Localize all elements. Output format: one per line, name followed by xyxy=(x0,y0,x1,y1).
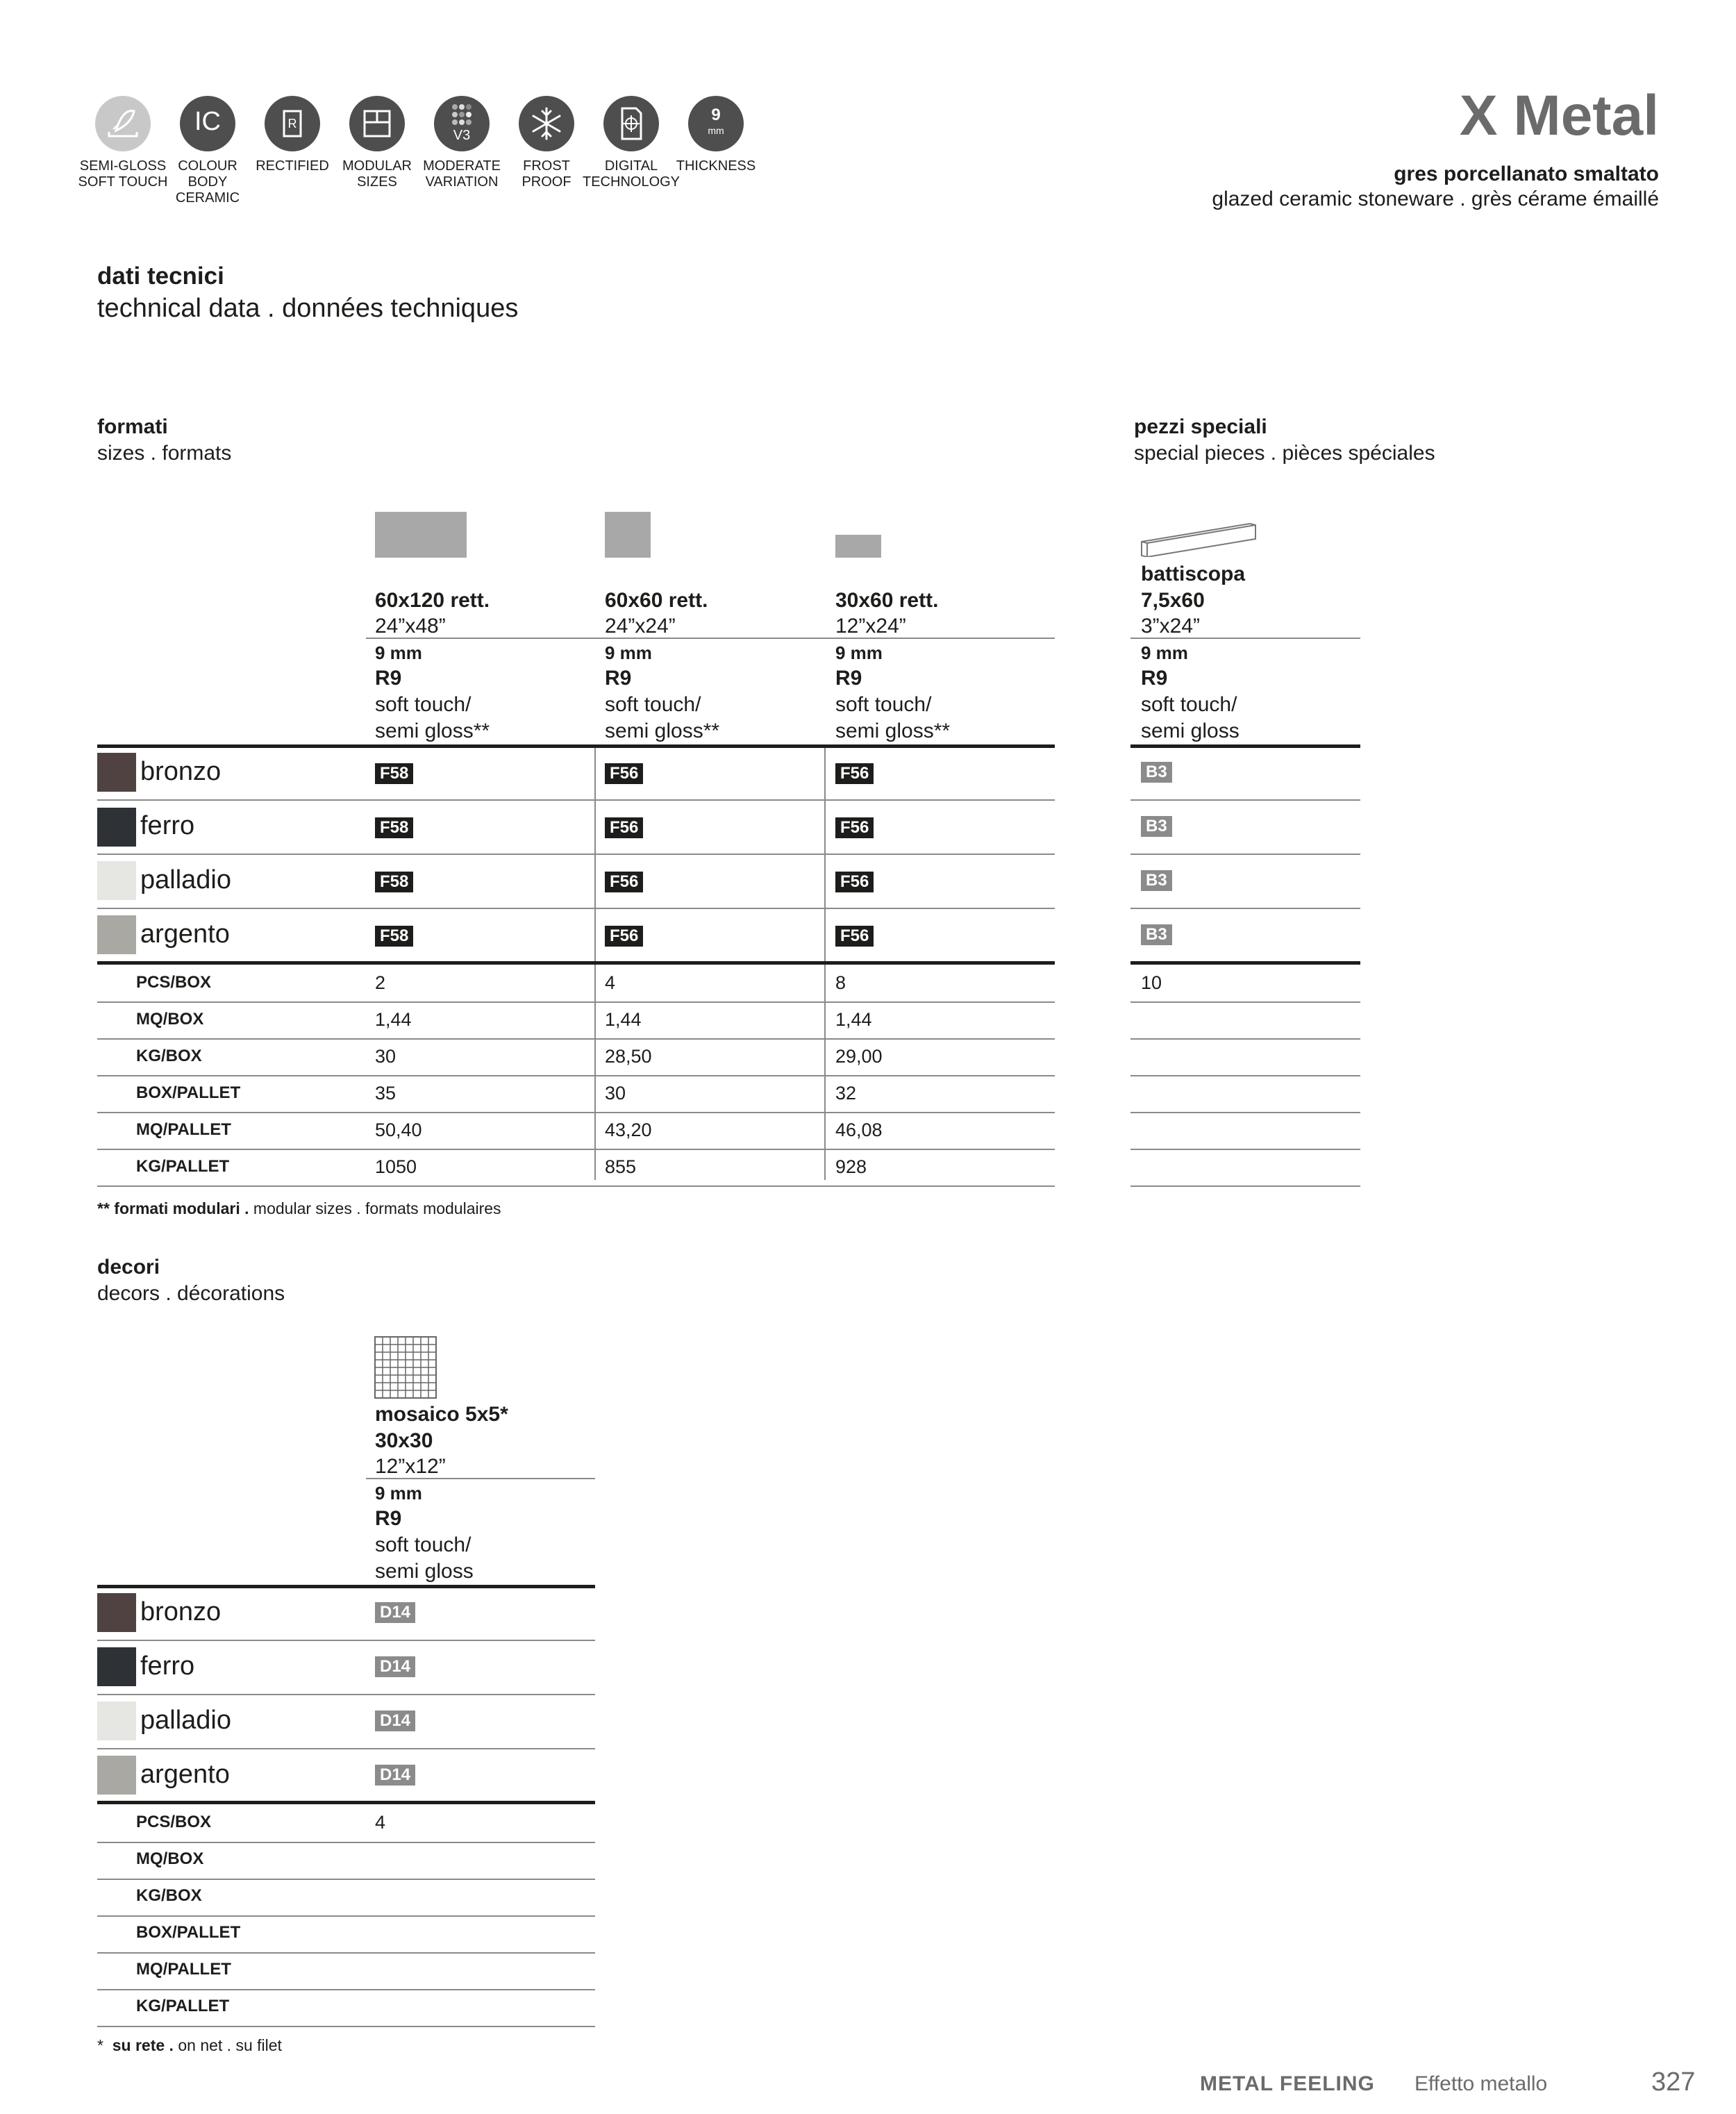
feature-semi-gloss xyxy=(74,96,172,190)
code-badge: F58 xyxy=(375,926,413,947)
feature-label: FROST PROOF xyxy=(521,158,571,190)
feature-colour-body xyxy=(159,96,256,206)
semi-gloss-icon xyxy=(95,96,151,151)
frost-proof-icon xyxy=(519,96,574,151)
code-badge: F58 xyxy=(375,817,413,838)
decors-subtitle: decors . décorations xyxy=(97,1282,285,1305)
feature-label: COLOUR BODY CERAMIC xyxy=(175,158,240,206)
feature-modular-sizes xyxy=(328,96,426,190)
rectified-icon xyxy=(265,96,320,151)
formats-title: formati xyxy=(97,415,168,438)
swatch-bronzo xyxy=(97,1593,136,1632)
svg-text:R: R xyxy=(287,117,297,131)
code-badge: D14 xyxy=(375,1602,415,1623)
code-badge: F56 xyxy=(605,763,643,784)
feature-moderate-variation xyxy=(413,96,510,190)
code-badge: F56 xyxy=(605,926,643,947)
digital-technology-icon xyxy=(603,96,659,151)
feature-label: THICKNESS xyxy=(676,158,756,174)
page-number: 327 xyxy=(1651,2067,1696,2097)
feature-label: DIGITAL TECHNOLOGY xyxy=(583,158,681,190)
code-badge: B3 xyxy=(1141,816,1172,837)
code-badge: F56 xyxy=(835,763,874,784)
subtitle-italian: gres porcellanato smaltato xyxy=(1394,163,1659,185)
swatch-argento xyxy=(97,915,136,954)
size-preview-60x120 xyxy=(375,512,467,558)
formats-subtitle: sizes . formats xyxy=(97,442,232,465)
format-column-60x60: 60x60 rett. 24”x24” xyxy=(605,589,708,638)
swatch-argento xyxy=(97,1756,136,1795)
moderate-variation-icon: V3 xyxy=(434,96,490,151)
code-badge: D14 xyxy=(375,1711,415,1731)
feature-thickness xyxy=(667,96,765,174)
swatch-ferro xyxy=(97,1647,136,1686)
modular-sizes-icon xyxy=(349,96,405,151)
decors-title: decori xyxy=(97,1256,160,1279)
special-piece-column: battiscopa 7,5x60 3”x24” xyxy=(1141,563,1246,638)
code-badge: D14 xyxy=(375,1765,415,1786)
feature-digital-technology xyxy=(583,96,680,190)
footer-category: METAL FEELING xyxy=(1200,2072,1375,2095)
code-badge: F56 xyxy=(835,817,874,838)
section-title: dati tecnici xyxy=(97,263,224,290)
code-badge: D14 xyxy=(375,1656,415,1677)
code-badge: B3 xyxy=(1141,762,1172,783)
colour-body-icon: IC xyxy=(180,96,235,151)
code-badge: B3 xyxy=(1141,924,1172,945)
subtitle-translations: glazed ceramic stoneware . grès cérame émaillé xyxy=(1212,188,1659,210)
code-badge: F56 xyxy=(605,872,643,892)
feature-label: RECTIFIED xyxy=(256,158,329,174)
swatch-bronzo xyxy=(97,753,136,792)
format-specs: 9 mm R9 soft touch/ semi gloss** xyxy=(835,642,951,742)
code-badge: B3 xyxy=(1141,870,1172,891)
decor-specs: 9 mm R9 soft touch/ semi gloss xyxy=(375,1483,474,1583)
special-pieces-subtitle: special pieces . pièces spéciales xyxy=(1134,442,1435,465)
mosaic-grid-icon xyxy=(374,1336,437,1399)
swatch-palladio xyxy=(97,861,136,900)
format-column-60x120: 60x120 rett. 24”x48” xyxy=(375,589,490,638)
code-badge: F58 xyxy=(375,872,413,892)
feature-label: SEMI-GLOSS SOFT TOUCH xyxy=(78,158,168,190)
swatch-ferro xyxy=(97,808,136,847)
thickness-icon: 9 mm xyxy=(688,96,744,151)
feature-rectified xyxy=(244,96,341,174)
feature-frost-proof xyxy=(498,96,595,190)
section-subtitle: technical data . données techniques xyxy=(97,294,519,323)
skirting-preview-icon xyxy=(1139,518,1257,557)
modular-note: ** formati modulari . modular sizes . formats modulaires xyxy=(97,1199,501,1217)
feature-label: MODERATE VARIATION xyxy=(423,158,501,190)
format-specs: 9 mm R9 soft touch/ semi gloss** xyxy=(605,642,720,742)
special-piece-specs: 9 mm R9 soft touch/ semi gloss xyxy=(1141,642,1240,742)
on-net-note: * su rete . on net . su filet xyxy=(97,2036,282,2054)
format-column-30x60: 30x60 rett. 12”x24” xyxy=(835,589,939,638)
page-title: X Metal xyxy=(1459,84,1659,147)
size-preview-30x60 xyxy=(835,535,881,558)
swatch-palladio xyxy=(97,1701,136,1740)
decor-column-mosaic: mosaico 5x5* 30x30 12”x12” xyxy=(375,1403,508,1478)
code-badge: F56 xyxy=(605,817,643,838)
code-badge: F56 xyxy=(835,926,874,947)
footer-effect: Effetto metallo xyxy=(1414,2072,1548,2095)
code-badge: F58 xyxy=(375,763,413,784)
code-badge: F56 xyxy=(835,872,874,892)
size-preview-60x60 xyxy=(605,512,651,558)
format-specs: 9 mm R9 soft touch/ semi gloss** xyxy=(375,642,490,742)
special-pieces-title: pezzi speciali xyxy=(1134,415,1267,438)
feature-label: MODULAR SIZES xyxy=(342,158,412,190)
